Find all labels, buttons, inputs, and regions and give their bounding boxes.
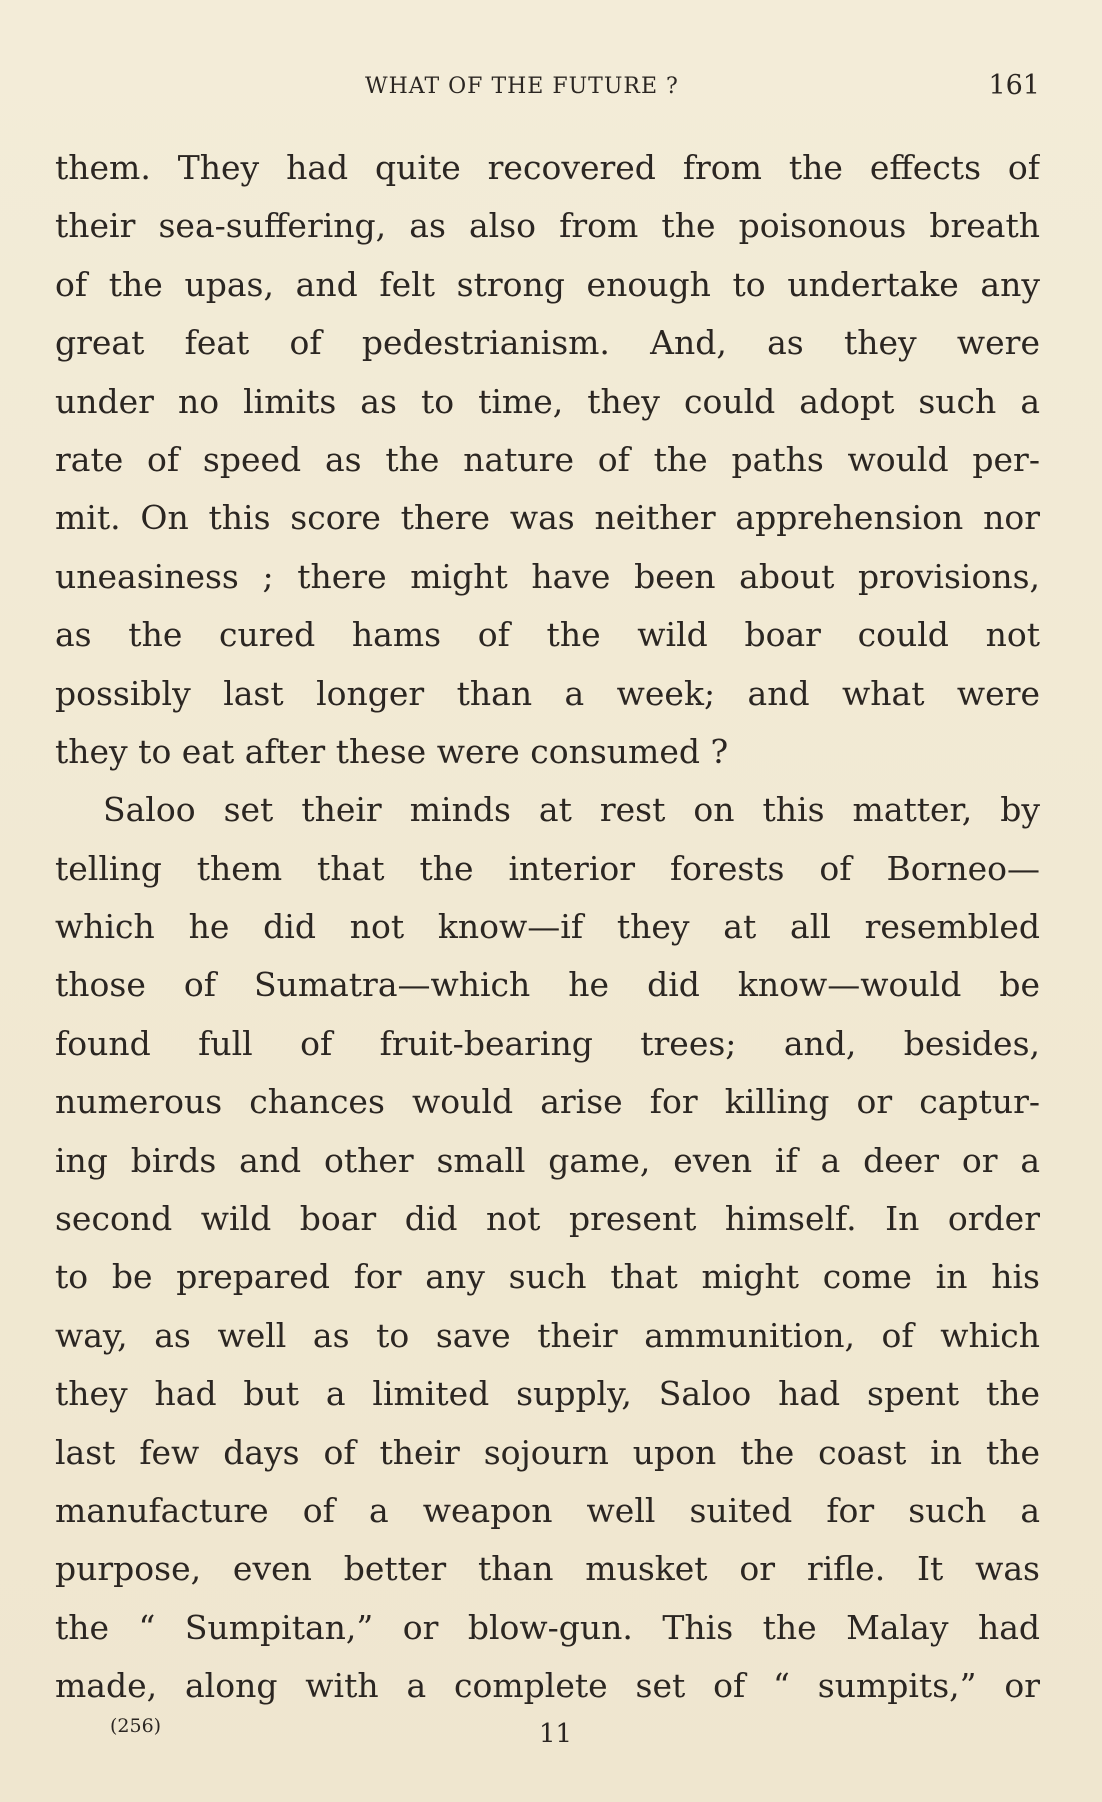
- text-line: found full of fruit-bearing trees; and, besides,: [55, 1023, 1040, 1063]
- text-line: they had but a limited supply, Saloo had spent the: [55, 1374, 1040, 1414]
- text-line: Saloo set their minds at rest on this matter, by: [103, 790, 1040, 830]
- text-line: they to eat after these were consumed ?: [55, 731, 729, 771]
- page-number: 161: [988, 70, 1040, 101]
- text-line: uneasiness ; there might have been about provisions,: [55, 556, 1040, 596]
- running-title: WHAT OF THE FUTURE ?: [365, 74, 679, 99]
- text-line: which he did not know—if they at all resembled: [55, 907, 1040, 947]
- text-line: telling them that the interior forests of Borneo—: [55, 848, 1040, 888]
- text-line: last few days of their sojourn upon the coast in the: [55, 1432, 1040, 1472]
- text-line: numerous chances would arise for killing or captur-: [55, 1082, 1040, 1122]
- text-line: way, as well as to save their ammunition, of which: [55, 1315, 1040, 1355]
- paragraph: [55, 139, 1040, 781]
- text-line: their sea-suffering, as also from the poisonous breath: [55, 206, 1040, 246]
- text-line: mit. On this score there was neither apprehension nor: [55, 498, 1040, 538]
- text-line: as the cured hams of the wild boar could not: [55, 615, 1040, 655]
- text-line: purpose, even better than musket or rifle. It was: [55, 1549, 1040, 1589]
- page-footer: [55, 1715, 1040, 1755]
- text-line: rate of speed as the nature of the paths would per-: [55, 439, 1040, 479]
- text-line: to be prepared for any such that might come in his: [55, 1257, 1040, 1297]
- paragraph: [55, 781, 1040, 1715]
- text-line: those of Sumatra—which he did know—would be: [55, 965, 1040, 1005]
- text-line: manufacture of a weapon well suited for such a: [55, 1490, 1040, 1530]
- running-header: [55, 70, 1040, 110]
- body-text: [55, 139, 1040, 1716]
- signature-mark: 11: [539, 1719, 573, 1749]
- text-line: second wild boar did not present himself. In order: [55, 1199, 1040, 1239]
- text-line: made, along with a complete set of “ sumpits,” or: [55, 1666, 1040, 1706]
- text-line: the “ Sumpitan,” or blow-gun. This the Malay had: [55, 1607, 1040, 1647]
- text-line: of the upas, and felt strong enough to undertake any: [55, 264, 1040, 304]
- text-line: great feat of pedestrianism. And, as they were: [55, 323, 1040, 363]
- footer-code: (256): [110, 1715, 162, 1737]
- text-line: ing birds and other small game, even if a deer or a: [55, 1140, 1040, 1180]
- text-line: possibly last longer than a week; and what were: [55, 673, 1040, 713]
- text-line: them. They had quite recovered from the effects of: [55, 148, 1040, 187]
- text-line: under no limits as to time, they could adopt such a: [55, 381, 1040, 421]
